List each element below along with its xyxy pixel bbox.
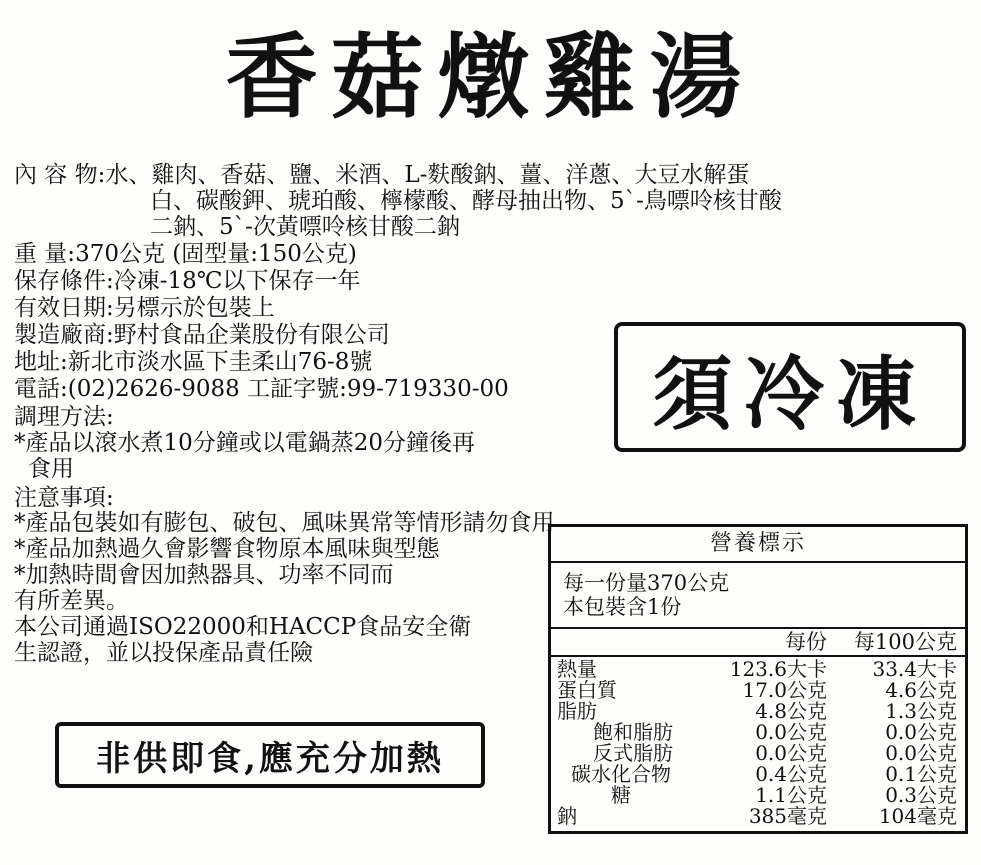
nutrition-rows xyxy=(551,657,965,827)
nutrient-per-serving: 123.6大卡 xyxy=(729,657,827,681)
servings-per-package: 本包裝含1份 xyxy=(563,595,682,619)
col-per-serving: 每份 xyxy=(785,630,827,654)
notes-label: 注意事項: xyxy=(14,485,114,511)
nutrient-per-100g: 0.0公克 xyxy=(885,741,957,765)
notes-line-6: 生認證，並以投保產品責任險 xyxy=(14,640,313,666)
expiry-line xyxy=(14,295,275,321)
phone-line xyxy=(14,376,509,402)
nutrition-header-row xyxy=(551,629,965,657)
nutrient-per-serving: 4.8公克 xyxy=(755,699,827,723)
manufacturer-label: 製造廠商: xyxy=(14,322,114,348)
notes-line-1: *產品包裝如有膨包、破包、風味異常等情形請勿食用 xyxy=(14,510,555,536)
nutrition-title: 營養標示 xyxy=(551,527,965,563)
nutrient-per-100g: 0.1公克 xyxy=(885,762,957,786)
nutrient-name: 糖 xyxy=(611,783,631,807)
notes-line-5: 本公司通過ISO22000和HACCP食品安全衛 xyxy=(14,614,472,640)
nutrient-per-100g: 33.4大卡 xyxy=(872,657,957,681)
phone-label: 電話: xyxy=(14,376,68,402)
nutrient-per-100g: 104毫克 xyxy=(878,804,957,828)
nutrient-per-serving: 0.0公克 xyxy=(755,741,827,765)
storage-value: 冷凍-18℃以下保存一年 xyxy=(113,268,361,294)
nutrient-name: 飽和脂肪 xyxy=(593,720,673,744)
nutrient-per-serving: 17.0公克 xyxy=(742,678,827,702)
heat-warning-notice xyxy=(55,722,485,788)
manufacturer-value: 野村食品企業股份有限公司 xyxy=(113,322,390,348)
table-row xyxy=(551,722,965,743)
table-row xyxy=(551,806,965,827)
nutrient-name: 熱量 xyxy=(557,657,597,681)
keep-frozen-notice xyxy=(614,322,966,452)
nutrition-serving-info xyxy=(551,563,965,629)
col-per-100g: 每100公克 xyxy=(853,630,957,654)
serving-size: 每一份量370公克 xyxy=(563,571,730,595)
table-row xyxy=(551,659,965,680)
nutrient-per-serving: 1.1公克 xyxy=(755,783,827,807)
nutrient-name: 蛋白質 xyxy=(557,678,617,702)
nutrient-per-100g: 0.0公克 xyxy=(885,720,957,744)
ingredients-line-1 xyxy=(14,162,749,188)
notes-line-2: *產品加熱過久會影響食物原本風味與型態 xyxy=(14,536,440,562)
ingredients-text-3: 二鈉、5`-次黃嘌呤核甘酸二鈉 xyxy=(150,214,460,240)
table-row xyxy=(551,785,965,806)
ingredients-text-2: 白、碳酸鉀、琥珀酸、檸檬酸、酵母抽出物、5`-鳥嘌呤核甘酸 xyxy=(150,188,782,214)
weight-label: 重 量: xyxy=(14,241,76,267)
weight-value: 370公克 (固型量:150公克) xyxy=(75,241,357,267)
ingredients-text-1: 水、雞肉、香菇、鹽、米酒、L-麩酸鈉、薑、洋蔥、大豆水解蛋 xyxy=(105,162,750,188)
nutrient-per-serving: 0.4公克 xyxy=(755,762,827,786)
nutrient-per-100g: 4.6公克 xyxy=(885,678,957,702)
weight-line xyxy=(14,241,357,267)
table-row xyxy=(551,680,965,701)
address-value: 新北市淡水區下圭柔山76-8號 xyxy=(67,349,373,375)
cooking-text-1: *產品以滾水煮10分鐘或以電鍋蒸20分鐘後再 xyxy=(14,430,476,456)
table-row xyxy=(551,764,965,785)
keep-frozen-text: 須冷凍 xyxy=(652,346,928,441)
nutrient-name: 反式脂肪 xyxy=(593,741,673,765)
cooking-text-2: 食用 xyxy=(28,456,74,482)
manufacturer-line xyxy=(14,322,390,348)
storage-line xyxy=(14,268,361,294)
nutrient-name: 脂肪 xyxy=(557,699,597,723)
nutrient-per-serving: 385毫克 xyxy=(748,804,827,828)
nutrient-per-serving: 0.0公克 xyxy=(755,720,827,744)
product-title: 香菇燉雞湯 xyxy=(225,23,756,131)
expiry-label: 有效日期: xyxy=(14,295,114,321)
nutrient-name: 碳水化合物 xyxy=(571,762,671,786)
expiry-value: 另標示於包裝上 xyxy=(113,295,275,321)
nutrient-per-100g: 1.3公克 xyxy=(885,699,957,723)
notes-line-4: 有所差異。 xyxy=(14,588,129,614)
address-label: 地址: xyxy=(14,349,68,375)
heat-warning-text: 非供即食,應充分加熱 xyxy=(96,738,444,779)
nutrition-facts-table xyxy=(548,524,968,834)
notes-line-3: *加熱時間會因加熱器具、功率不同而 xyxy=(14,562,394,588)
nutrient-per-100g: 0.3公克 xyxy=(885,783,957,807)
ingredients-label: 內 容 物: xyxy=(14,162,106,188)
address-line xyxy=(14,349,372,375)
cooking-label: 調理方法: xyxy=(14,404,114,430)
nutrient-name: 鈉 xyxy=(557,804,577,828)
table-row xyxy=(551,743,965,764)
table-row xyxy=(551,701,965,722)
phone-value: (02)2626-9088 工証字號:99-719330-00 xyxy=(67,376,509,402)
storage-label: 保存條件: xyxy=(14,268,114,294)
